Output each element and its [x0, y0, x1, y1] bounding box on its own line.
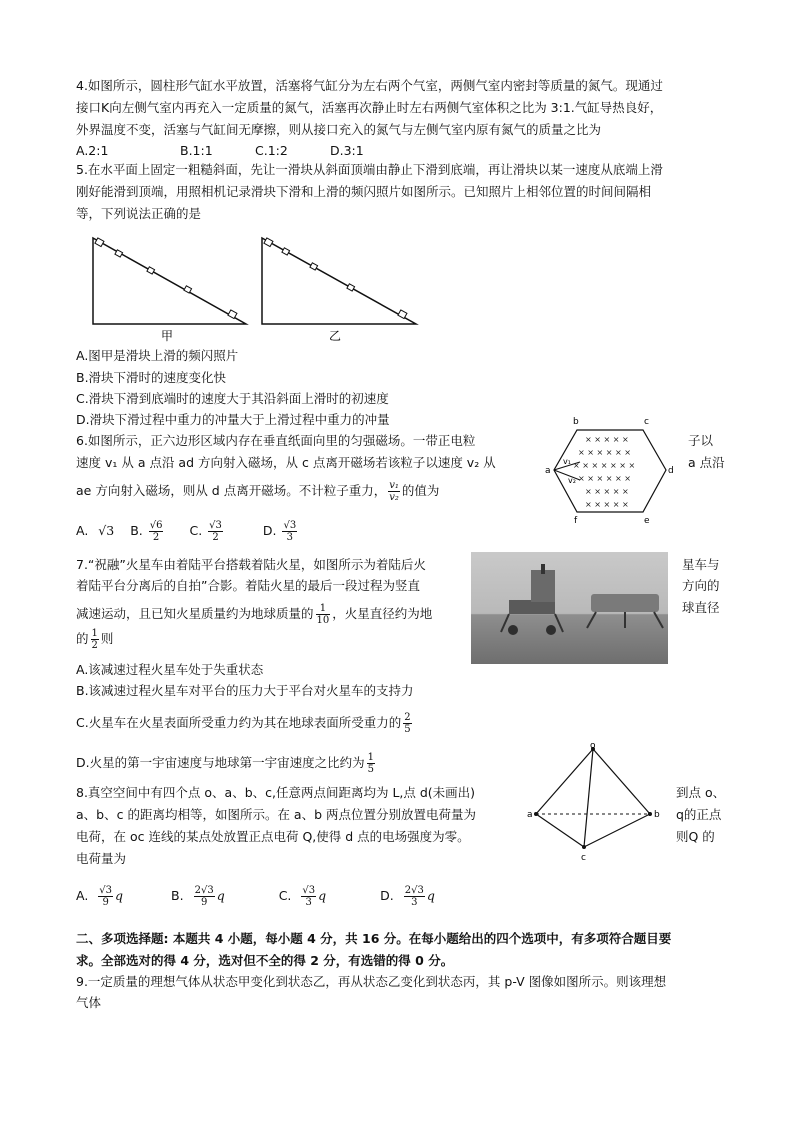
q6-option-b-label: B. [130, 523, 143, 538]
svg-text:× × × × ×: × × × × × [585, 435, 629, 444]
q6-option-a-label: A. [76, 523, 89, 538]
q8-option-b-label: B. [171, 888, 184, 903]
q6-line3 [76, 480, 439, 503]
q4-line2: 接口K向左侧气室内再充入一定质量的氮气，活塞再次静止时左右两侧气室体积之比为 3:1.气缸导热良好， [76, 100, 663, 115]
q8-option-a-value: $\frac{√3}{9}$ [99, 885, 113, 908]
section2-heading-line2: 求。全部选对的得 4 分，选对但不全的得 2 分，有选错的得 0 分。 [76, 953, 454, 968]
q8-point-o: o [590, 741, 596, 751]
svg-text:× × × × × × ×: × × × × × × × [573, 461, 636, 470]
q5-incline-figures [84, 232, 424, 344]
q8-option-c-value: $\frac{√3}{3}$ [302, 885, 316, 908]
q7-line1-tail: 星车与 [682, 557, 720, 572]
q8-option-a-label: A. [76, 888, 89, 903]
q6-fig-v2: v₂ [568, 476, 576, 485]
svg-text:× × × × × ×: × × × × × × [578, 474, 631, 483]
svg-text:× × × × × ×: × × × × × × [578, 448, 631, 457]
fig-label-yi: 乙 [329, 329, 342, 343]
q8-line2: a、b、c 的距离均相等，如图所示。在 a、b 两点位置分别放置电荷量为 [76, 807, 476, 822]
q4-line3: 外界温度不变，活塞与气缸间无摩擦，则从接口充入的氮气与左侧气室内原有氮气的质量之比为 [76, 122, 602, 137]
q4-option-d: D.3:1 [330, 143, 364, 158]
q8-line3-tail: 则Q 的 [676, 829, 715, 844]
block [398, 310, 407, 319]
section2-heading-line1: 二、多项选择题: 本题共 4 小题，每小题 4 分，共 16 分。在每小题给出的四个选项中，有多项符合题目要 [76, 931, 672, 946]
block [347, 284, 355, 291]
q7-fraction-2-5: $\frac{2}{5}$ [404, 712, 411, 735]
q6-line1: 6.如图所示，正六边形区域内存在垂直纸面向里的匀强磁场。一带正电粒 [76, 433, 476, 448]
q6-fig-v1: v₁ [563, 457, 571, 466]
q9-line2: 气体 [76, 995, 102, 1010]
q8-option-d-label: D. [380, 888, 394, 903]
q7-line2: 着陆平台分离后的自拍”合影。着陆火星的最后一段过程为竖直 [76, 578, 420, 593]
svg-text:× × × × ×: × × × × × [585, 487, 629, 496]
q6-ratio: $\frac{\text{v₁}}{\text{v₂}}$ [389, 480, 399, 503]
q8-option-c-label: C. [278, 888, 292, 903]
q8-point-c: c [581, 853, 586, 863]
q6-option-d-label: D. [262, 523, 277, 538]
q7-fraction-1-2: $\frac{1}{2}$ [91, 628, 98, 651]
q5-option-b: B.滑块下滑时的速度变化快 [76, 370, 227, 385]
q6-point-a: a [545, 466, 551, 476]
q6-line3-pre: ae 方向射入磁场，则从 d 点离开磁场。不计粒子重力， [76, 483, 387, 498]
q7-option-d: D.火星的第一宇宙速度与地球第一宇宙速度之比约为 $\frac{1}{5}$ [76, 752, 374, 775]
q6-hexagon-figure [540, 412, 680, 526]
q5-line3: 等，下列说法正确的是 [76, 206, 202, 221]
q6-option-d-value: $\frac{√3}{3}$ [283, 520, 297, 543]
incline-jia [93, 238, 246, 324]
q8-options: A. $\frac{√3}{9}$ q B. $\frac{2√3}{9}$ q C. $\frac{√3}{3}$ q D. $\frac{2√3}{3}$ q [76, 885, 435, 908]
q7-line4: 的 $\frac{1}{2}$ 则 [76, 628, 114, 651]
q6-option-a-value: √3 [98, 523, 115, 538]
q5-line1: 5.在水平面上固定一粗糙斜面，先让一滑块从斜面顶端由静止下滑到底端，再让滑块以某一速度从底端上滑 [76, 162, 663, 177]
q6-point-d: d [668, 466, 674, 476]
q8-line1-tail: 到点 o、 [676, 785, 726, 800]
q6-point-b: b [573, 417, 579, 427]
q8-option-b-value: $\frac{2√3}{9}$ [194, 885, 214, 908]
q5-option-d: D.滑块下滑过程中重力的冲量大于上滑过程中重力的冲量 [76, 412, 390, 427]
block [147, 267, 155, 274]
fig-label-jia: 甲 [161, 329, 174, 343]
block [228, 310, 237, 319]
q6-option-c-label: C. [189, 523, 203, 538]
q9-line1: 9.一定质量的理想气体从状态甲变化到状态乙，再从状态乙变化到状态丙，其 p-V 图像如图所示。则该理想 [76, 974, 667, 989]
q7-option-b: B.该减速过程火星车对平台的压力大于平台对火星车的支持力 [76, 683, 414, 698]
q7-option-c: C.火星车在火星表面所受重力约为其在地球表面所受重力的 $\frac{2}{5}$ [76, 712, 411, 735]
q6-point-f: f [574, 516, 578, 526]
q8-point-a: a [527, 810, 533, 820]
q6-option-c-value: $\frac{√3}{2}$ [209, 520, 222, 543]
q5-option-a: A.图甲是滑块上滑的频闪照片 [76, 348, 239, 363]
q8-line1: 8.真空空间中有四个点 o、a、b、c,任意两点间距离均为 L,点 d(未画出) [76, 785, 476, 800]
q6-line3-post: 的值为 [401, 483, 440, 498]
block [282, 248, 290, 255]
q8-tetrahedron-figure [526, 740, 666, 865]
q8-line3: 电荷，在 oc 连线的某点处放置正点电荷 Q,使得 d 点的电场强度为零。 [76, 829, 470, 844]
q7-line3-tail: 球直径 [682, 600, 720, 615]
q4-option-a: A.2:1 [76, 143, 109, 158]
q4-option-c: C.1:2 [255, 143, 288, 158]
q6-options [76, 520, 299, 543]
q5-line2: 刚好能滑到顶端，用照相机记录滑块下滑和上滑的频闪照片如图所示。已知照片上相邻位置的时间间隔相 [76, 184, 652, 199]
q6-point-c: c [644, 417, 649, 427]
q7-line1: 7.“祝融”火星车由着陆平台搭载着陆火星，如图所示为着陆后火 [76, 557, 426, 572]
q7-fraction-1-10: $\frac{1}{10}$ [316, 603, 330, 626]
q5-option-c: C.滑块下滑到底端时的速度大于其沿斜面上滑时的初速度 [76, 391, 389, 406]
q7-option-a: A.该减速过程火星车处于失重状态 [76, 662, 264, 677]
q6-option-b-value: $\frac{√6}{2}$ [149, 520, 163, 543]
q7-line2-tail: 方向的 [682, 578, 720, 593]
q4-line1: 4.如图所示，圆柱形气缸水平放置，活塞将气缸分为左右两个气室，两侧气室内密封等质量的氮气。现通过 [76, 78, 663, 93]
svg-text:× × × × ×: × × × × × [585, 500, 629, 509]
q6-line2-tail: a 点沿 [688, 455, 725, 470]
q6-line1-tail: 子以 [688, 433, 714, 448]
q8-option-d-value: $\frac{2√3}{3}$ [404, 885, 424, 908]
q4-option-b: B.1:1 [180, 143, 213, 158]
q6-line2: 速度 v₁ 从 a 点沿 ad 方向射入磁场，从 c 点离开磁场若该粒子以速度 v₂ 从 [76, 455, 496, 470]
zhurong-rover-photo [471, 552, 668, 664]
q7-line3: 减速运动，且已知火星质量约为地球质量的 $\frac{1}{10}$ ，火星直径约为地 [76, 603, 433, 626]
q8-line2-tail: q的正点 [676, 807, 722, 822]
q7-fraction-1-5: $\frac{1}{5}$ [367, 752, 374, 775]
q8-point-b: b [654, 810, 660, 820]
q8-line4: 电荷量为 [76, 851, 127, 866]
q6-point-e: e [644, 516, 650, 526]
